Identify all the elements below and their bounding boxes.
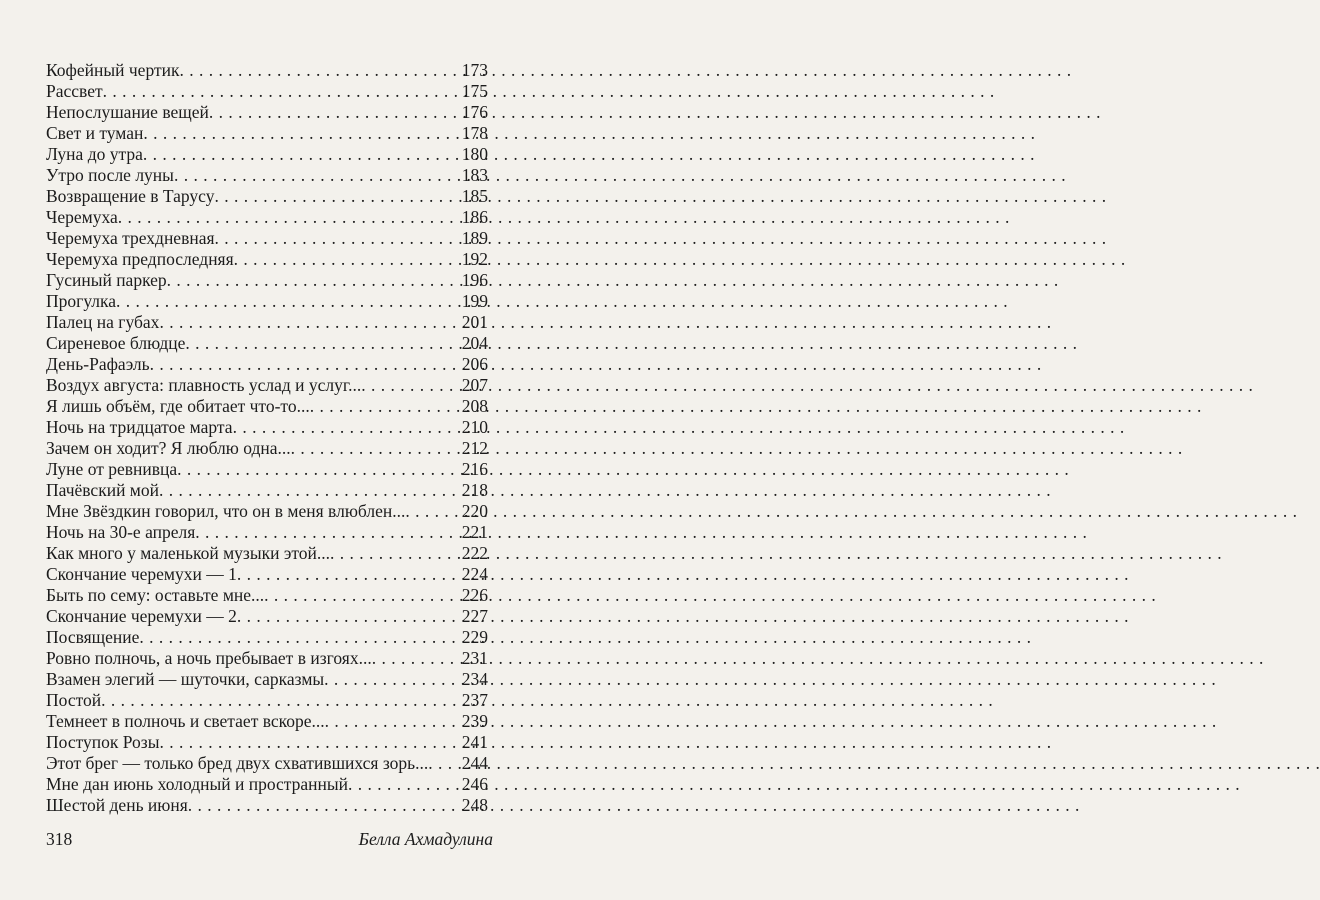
- dot-leader: [185, 333, 460, 354]
- toc-entry-page: 212: [461, 438, 488, 458]
- toc-entry-page: 201: [461, 312, 488, 332]
- toc-entry-title: Быть по сему: оставьте мне...: [46, 585, 265, 605]
- toc-entry: [46, 375, 488, 396]
- toc-entry: [46, 438, 488, 459]
- toc-entry: [46, 732, 488, 753]
- toc-entry-title: День-Рафаэль: [46, 354, 150, 374]
- toc-entry-page: 196: [461, 270, 488, 290]
- toc-entry: [46, 627, 488, 648]
- toc-entry: [46, 354, 488, 375]
- toc-entry-page: 208: [461, 396, 488, 416]
- dot-leader: [159, 480, 461, 501]
- toc-entry: [46, 228, 488, 249]
- dot-leader: [143, 123, 460, 144]
- dot-leader: [405, 501, 460, 522]
- toc-entry-title: Непослушание вещей: [46, 102, 209, 122]
- dot-leader: [324, 669, 461, 690]
- toc-entry: [46, 711, 488, 732]
- dot-leader: [167, 270, 461, 291]
- dot-leader: [180, 60, 461, 81]
- toc-entry-page: 227: [461, 606, 488, 626]
- toc-entry: [46, 123, 488, 144]
- dot-leader: [103, 81, 461, 102]
- dot-leader: [215, 228, 461, 249]
- toc-entry: [46, 480, 488, 501]
- toc-entry-title: Пачёвский мой: [46, 480, 159, 500]
- toc-entry: [46, 144, 488, 165]
- toc-entry-title: Ровно полночь, а ночь пребывает в изгоях...: [46, 648, 372, 668]
- toc-entry-page: 204: [461, 333, 488, 353]
- toc-entry-title: Шестой день июня: [46, 795, 188, 815]
- toc-entry-page: 221: [461, 522, 488, 542]
- dot-leader: [150, 354, 461, 375]
- page-footer: [46, 829, 493, 850]
- dot-leader: [139, 627, 460, 648]
- dot-leader: [159, 312, 460, 333]
- toc-entry-page: 229: [461, 627, 488, 647]
- toc-entry-page: 173: [461, 60, 488, 80]
- toc-entry-title: Луна до утра: [46, 144, 143, 164]
- toc-entry: [46, 564, 488, 585]
- toc-entry-title: Этот брег — только бред двух схватившихся зорь...: [46, 753, 429, 773]
- dot-leader: [291, 438, 461, 459]
- dot-leader: [237, 564, 461, 585]
- toc-entry: [46, 774, 488, 795]
- toc-entry: [46, 543, 488, 564]
- toc-entry-title: Черемуха предпоследняя: [46, 249, 234, 269]
- toc-entry: [46, 606, 488, 627]
- toc-entry-title: Луне от ревнивца: [46, 459, 178, 479]
- toc-entry-title: Скончание черемухи — 1: [46, 564, 237, 584]
- dot-leader: [234, 249, 461, 270]
- toc-entry-page: 189: [461, 228, 488, 248]
- table-of-contents: [46, 60, 488, 816]
- toc-entry-title: Поступок Розы: [46, 732, 160, 752]
- toc-entry: [46, 291, 488, 312]
- toc-entry-title: Утро после луны: [46, 165, 174, 185]
- dot-leader: [361, 375, 461, 396]
- toc-entry-page: 199: [461, 291, 488, 311]
- toc-entry-page: 183: [461, 165, 488, 185]
- toc-entry-page: 192: [461, 249, 488, 269]
- toc-entry-page: 237: [461, 690, 488, 710]
- toc-entry: [46, 312, 488, 333]
- dot-leader: [372, 648, 461, 669]
- toc-entry-page: 218: [461, 480, 488, 500]
- toc-entry-page: 210: [461, 417, 488, 437]
- toc-entry: [46, 417, 488, 438]
- toc-entry-title: Свет и туман: [46, 123, 144, 143]
- toc-entry-title: Черемуха трехдневная: [46, 228, 215, 248]
- toc-entry: [46, 165, 488, 186]
- toc-entry-page: 207: [461, 375, 488, 395]
- toc-entry: [46, 249, 488, 270]
- dot-leader: [159, 732, 460, 753]
- toc-entry-page: 186: [461, 207, 488, 227]
- toc-entry-title: Взамен элегий — шуточки, сарказмы: [46, 669, 325, 689]
- toc-entry: [46, 648, 488, 669]
- toc-entry-page: 224: [461, 564, 488, 584]
- toc-entry: [46, 60, 488, 81]
- dot-leader: [264, 585, 461, 606]
- toc-entry-title: Постой: [46, 690, 102, 710]
- toc-entry-title: Посвящение: [46, 627, 140, 647]
- toc-entry-page: 231: [461, 648, 488, 668]
- dot-leader: [310, 396, 461, 417]
- toc-entry-title: Рассвет: [46, 81, 103, 101]
- toc-entry-page: 244: [461, 753, 488, 773]
- toc-entry-title: Кофейный чертик: [46, 60, 180, 80]
- dot-leader: [325, 711, 461, 732]
- toc-entry-page: 234: [461, 669, 488, 689]
- dot-leader: [214, 186, 460, 207]
- dot-leader: [233, 417, 461, 438]
- dot-leader: [209, 102, 461, 123]
- toc-entry: [46, 753, 488, 774]
- toc-entry-page: 176: [461, 102, 488, 122]
- toc-entry: [46, 669, 488, 690]
- toc-entry-page: 246: [461, 774, 488, 794]
- toc-entry-page: 241: [461, 732, 488, 752]
- dot-leader: [143, 144, 461, 165]
- toc-entry: [46, 270, 488, 291]
- toc-entry-title: Скончание черемухи — 2: [46, 606, 237, 626]
- toc-entry: [46, 522, 488, 543]
- toc-entry-title: Черемуха: [46, 207, 118, 227]
- toc-entry-title: Сиреневое блюдце: [46, 333, 186, 353]
- dot-leader: [177, 459, 461, 480]
- dot-leader: [237, 606, 461, 627]
- toc-entry-page: 206: [461, 354, 488, 374]
- toc-entry-title: Зачем он ходит? Я люблю одна...: [46, 438, 291, 458]
- toc-entry: [46, 459, 488, 480]
- toc-entry: [46, 81, 488, 102]
- toc-entry-title: Как много у маленькой музыки этой...: [46, 543, 330, 563]
- toc-entry-title: Возвращение в Тарусу: [46, 186, 215, 206]
- toc-entry-title: Темнеет в полночь и светает вскоре...: [46, 711, 325, 731]
- toc-entry: [46, 585, 488, 606]
- dot-leader: [348, 774, 461, 795]
- toc-entry-page: 185: [461, 186, 488, 206]
- toc-entry-title: Мне дан июнь холодный и пространный: [46, 774, 349, 794]
- toc-entry-title: Воздух августа: плавность услад и услуг...: [46, 375, 362, 395]
- toc-entry-title: Гусиный паркер: [46, 270, 167, 290]
- toc-entry: [46, 795, 488, 816]
- dot-leader: [195, 522, 460, 543]
- toc-entry-page: 178: [461, 123, 488, 143]
- toc-entry-title: Палец на губах: [46, 312, 160, 332]
- dot-leader: [174, 165, 461, 186]
- toc-entry-title: Прогулка: [46, 291, 117, 311]
- toc-entry: [46, 186, 488, 207]
- toc-entry-page: 248: [461, 795, 488, 815]
- dot-leader: [101, 690, 461, 711]
- dot-leader: [330, 543, 461, 564]
- running-author: Белла Ахмадулина: [358, 829, 493, 849]
- toc-entry: [46, 102, 488, 123]
- toc-entry-page: 222: [461, 543, 488, 563]
- toc-entry-title: Ночь на 30-е апреля: [46, 522, 196, 542]
- toc-entry-title: Ночь на тридцатое марта: [46, 417, 233, 437]
- toc-entry-page: 216: [461, 459, 488, 479]
- toc-entry-page: 180: [461, 144, 488, 164]
- toc-entry: [46, 501, 488, 522]
- toc-entry: [46, 207, 488, 228]
- toc-entry-page: 239: [461, 711, 488, 731]
- toc-entry-title: Мне Звёздкин говорил, что он в меня влюблен...: [46, 501, 406, 521]
- toc-entry: [46, 396, 488, 417]
- dot-leader: [188, 795, 461, 816]
- toc-entry-title: Я лишь объём, где обитает что-то...: [46, 396, 310, 416]
- dot-leader: [118, 207, 461, 228]
- dot-leader: [116, 291, 461, 312]
- toc-entry-page: 175: [461, 81, 488, 101]
- dot-leader: [428, 753, 460, 774]
- toc-entry-page: 220: [461, 501, 488, 521]
- page-number: 318: [46, 829, 73, 849]
- toc-entry: [46, 333, 488, 354]
- toc-entry-page: 226: [461, 585, 488, 605]
- toc-entry: [46, 690, 488, 711]
